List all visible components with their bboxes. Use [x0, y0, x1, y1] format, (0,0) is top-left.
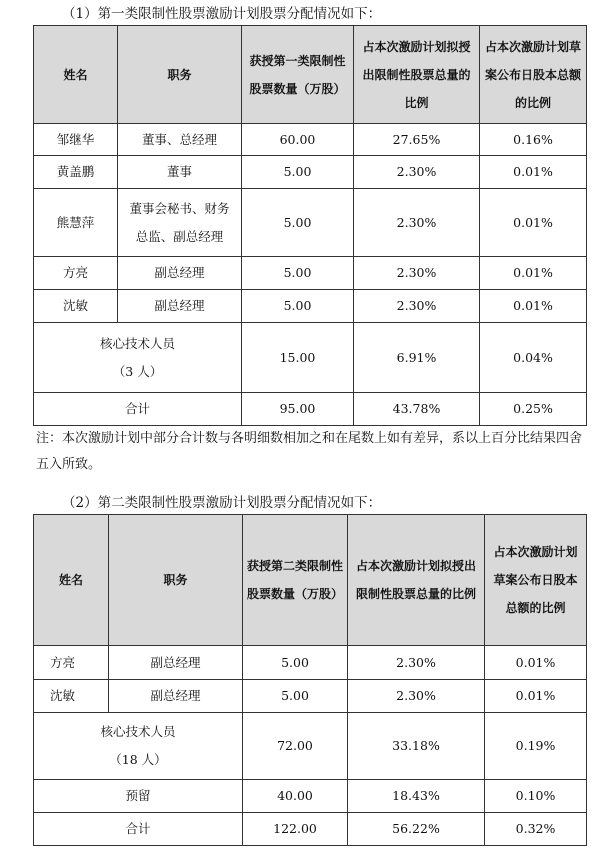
- table-row-total: [34, 393, 587, 426]
- cell-name: 方亮: [34, 646, 109, 680]
- table2-header-row: [34, 515, 587, 646]
- cell-qty: 5.00: [243, 646, 348, 680]
- footnote: 注：本次激励计划中部分合计数与各明细数相加之和在尾数上如有差异，系以上百分比结果四舍五入所致。: [36, 431, 583, 472]
- cell-title: 董事、总经理: [118, 124, 242, 156]
- table-row: [34, 124, 587, 156]
- table-row: [34, 646, 587, 680]
- cell-pct-total: 0.25%: [480, 393, 587, 426]
- cell-name: 方亮: [34, 257, 118, 290]
- cell-core-label: 核心技术人员（3 人）: [34, 323, 242, 393]
- cell-reserved-label: 预留: [34, 780, 243, 813]
- cell-title: 副总经理: [109, 680, 243, 713]
- cell-name: 熊慧萍: [34, 189, 118, 257]
- cell-pct-grant: 43.78%: [354, 393, 480, 426]
- cell-pct-total: 0.01%: [480, 290, 587, 323]
- cell-pct-total: 0.19%: [485, 713, 587, 780]
- cell-pct-grant: 2.30%: [348, 680, 485, 713]
- cell-qty: 15.00: [242, 323, 354, 393]
- cell-qty: 95.00: [242, 393, 354, 426]
- cell-pct-grant: 33.18%: [348, 713, 485, 780]
- cell-pct-total: 0.01%: [480, 257, 587, 290]
- cell-qty: 40.00: [243, 780, 348, 813]
- table1-caption: （1）第一类限制性股票激励计划股票分配情况如下：: [62, 6, 382, 22]
- table-row-core: [34, 323, 587, 393]
- cell-qty: 5.00: [242, 290, 354, 323]
- header-name: 姓名: [34, 515, 109, 646]
- cell-pct-total: 0.01%: [485, 680, 587, 713]
- cell-total-label: 合计: [34, 393, 242, 426]
- cell-pct-grant: 2.30%: [348, 646, 485, 680]
- table-row-total: [34, 813, 587, 846]
- cell-pct-grant: 6.91%: [354, 323, 480, 393]
- table2: [33, 514, 587, 846]
- table-row: [34, 257, 587, 290]
- header-name: 姓名: [34, 26, 118, 124]
- cell-pct-grant: 2.30%: [354, 257, 480, 290]
- cell-pct-total: 0.04%: [480, 323, 587, 393]
- table-row: [34, 189, 587, 257]
- cell-qty: 72.00: [243, 713, 348, 780]
- cell-name: 邹继华: [34, 124, 118, 156]
- table-row: [34, 156, 587, 189]
- cell-qty: 5.00: [243, 680, 348, 713]
- table1: [33, 25, 587, 426]
- header-title: 职务: [118, 26, 242, 124]
- table-row: [34, 680, 587, 713]
- cell-title: 董事: [118, 156, 242, 189]
- cell-pct-total: 0.16%: [480, 124, 587, 156]
- cell-qty: 60.00: [242, 124, 354, 156]
- cell-pct-total: 0.32%: [485, 813, 587, 846]
- cell-title: 副总经理: [118, 257, 242, 290]
- cell-name: 黄盖鹏: [34, 156, 118, 189]
- cell-core-label: 核心技术人员（18 人）: [34, 713, 243, 780]
- cell-qty: 5.00: [242, 189, 354, 257]
- cell-total-label: 合计: [34, 813, 243, 846]
- cell-qty: 5.00: [242, 156, 354, 189]
- header-pct-grant: 占本次激励计划拟授出限制性股票总量的比例: [348, 515, 485, 646]
- cell-pct-grant: 2.30%: [354, 156, 480, 189]
- cell-title: 董事会秘书、财务总监、副总经理: [118, 189, 242, 257]
- cell-pct-grant: 27.65%: [354, 124, 480, 156]
- cell-pct-grant: 56.22%: [348, 813, 485, 846]
- header-pct-grant: 占本次激励计划拟授出限制性股票总量的比例: [354, 26, 480, 124]
- cell-pct-total: 0.01%: [480, 156, 587, 189]
- header-qty: 获授第二类限制性股票数量（万股）: [243, 515, 348, 646]
- table2-caption: （2）第二类限制性股票激励计划股票分配情况如下：: [62, 495, 382, 511]
- cell-pct-total: 0.01%: [480, 189, 587, 257]
- table-row-core: [34, 713, 587, 780]
- cell-pct-grant: 18.43%: [348, 780, 485, 813]
- table1-header-row: [34, 26, 587, 124]
- header-qty: 获授第一类限制性股票数量（万股）: [242, 26, 354, 124]
- header-pct-total: 占本次激励计划草案公布日股本总额的比例: [480, 26, 587, 124]
- cell-qty: 5.00: [242, 257, 354, 290]
- header-pct-total: 占本次激励计划草案公布日股本总额的比例: [485, 515, 587, 646]
- cell-title: 副总经理: [109, 646, 243, 680]
- cell-title: 副总经理: [118, 290, 242, 323]
- cell-pct-total: 0.01%: [485, 646, 587, 680]
- table-row: [34, 290, 587, 323]
- cell-pct-total: 0.10%: [485, 780, 587, 813]
- table-row-reserved: [34, 780, 587, 813]
- cell-name: 沈敏: [34, 680, 109, 713]
- header-title: 职务: [109, 515, 243, 646]
- cell-pct-grant: 2.30%: [354, 189, 480, 257]
- cell-qty: 122.00: [243, 813, 348, 846]
- cell-pct-grant: 2.30%: [354, 290, 480, 323]
- cell-name: 沈敏: [34, 290, 118, 323]
